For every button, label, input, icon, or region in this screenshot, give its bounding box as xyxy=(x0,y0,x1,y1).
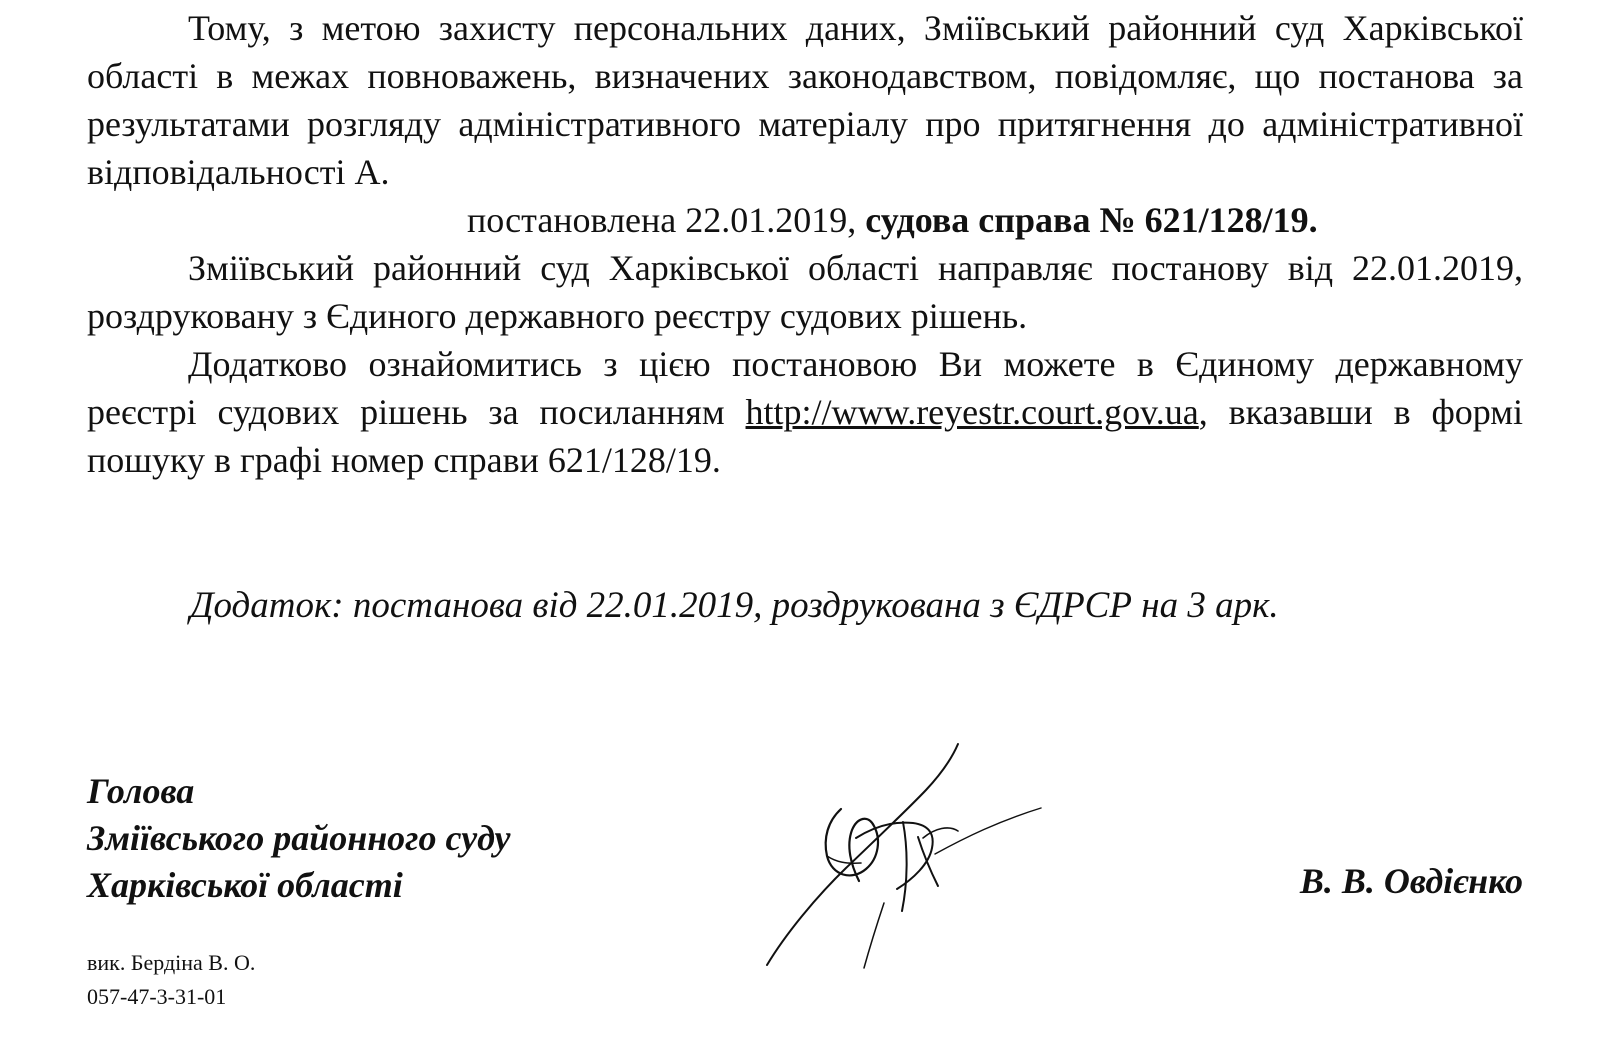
executor-name: вик. Бердіна В. О. xyxy=(87,950,256,975)
paragraph-personal-data xyxy=(87,4,1523,196)
decision-case-line xyxy=(87,196,1523,244)
handwritten-signature-icon xyxy=(760,730,1060,970)
decision-date-text: постановлена 22.01.2019, xyxy=(467,200,857,240)
signatory-title-line-2: Зміївського районного суду xyxy=(87,818,511,858)
signatory-title xyxy=(87,768,510,909)
executor-phone: 057-47-3-31-01 xyxy=(87,984,227,1009)
paragraph-registry-info-start: Додатково ознайомитись з цією постановою Ви можете в Єдиному державному реєстрі судових рішень за посиланням xyxy=(87,344,1523,432)
paragraph-registry-info-end: , вказавши в формі пошуку в графі номер справи 621/128/19. xyxy=(87,392,1524,480)
executor-info xyxy=(87,946,255,1014)
signatory-name: В. В. Овдієнко xyxy=(1299,861,1523,901)
paragraph-personal-data-text: Тому, з метою захисту персональних даних, Зміївський районний суд Харківської області в межах повноважень, визначених законодавством, повідомляє, що постанова за результатами розгляду адміністративного матеріалу про притягнення до адміністративної відповідальності А. xyxy=(87,8,1523,192)
attachment-note: Додаток: постанова від 22.01.2019, роздрукована з ЄДРСР на 3 арк. xyxy=(190,585,1279,626)
paragraph-registry-info xyxy=(87,340,1523,484)
signatory-title-line-1: Голова xyxy=(87,771,195,811)
signatory-title-line-3: Харківської області xyxy=(87,865,403,905)
paragraph-sending-decision-text: Зміївський районний суд Харківської області направляє постанову від 22.01.2019, роздруковану з Єдиного державного реєстру судових рішень. xyxy=(87,248,1523,336)
registry-link[interactable]: http://www.reyestr.court.gov.ua xyxy=(745,392,1199,432)
letter-body xyxy=(87,4,1523,484)
case-number: судова справа № 621/128/19. xyxy=(865,200,1318,240)
paragraph-sending-decision xyxy=(87,244,1523,340)
